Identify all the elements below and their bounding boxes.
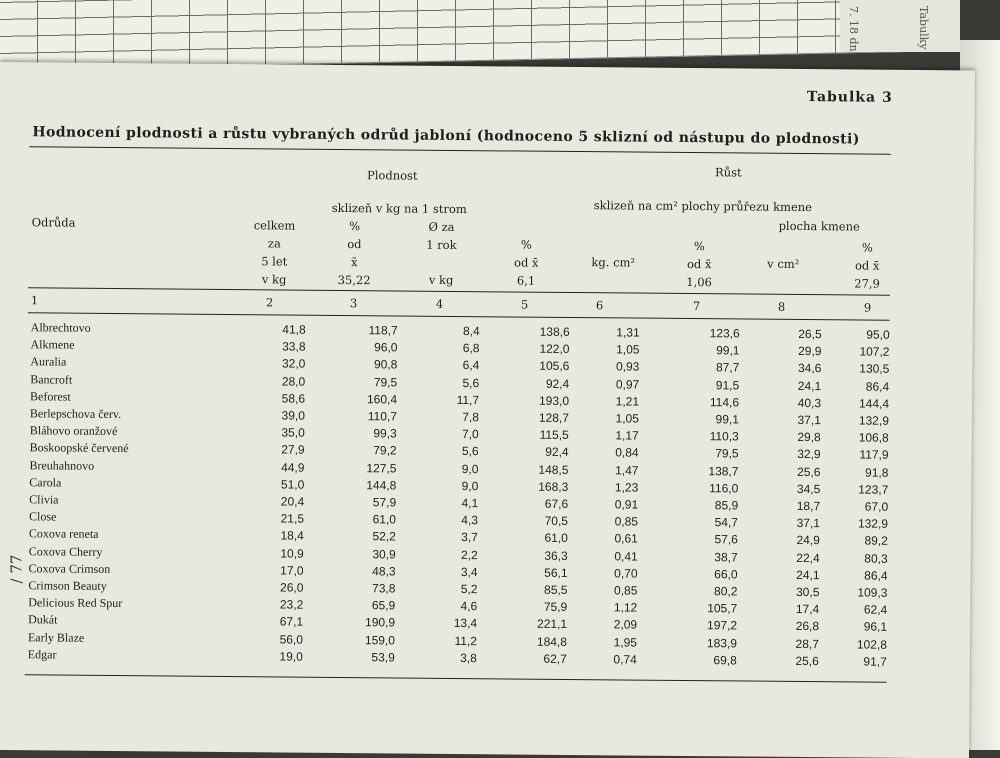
value-cell: 10,9 bbox=[280, 546, 304, 561]
value-cell: 1,95 bbox=[613, 635, 638, 650]
value-cell: 8,4 bbox=[462, 324, 480, 339]
value-cell: 30,9 bbox=[372, 546, 396, 562]
value-cell: 4,6 bbox=[460, 599, 478, 614]
value-cell: 130,5 bbox=[859, 361, 890, 377]
bottom-rule bbox=[25, 674, 887, 683]
value-cell: 25,6 bbox=[797, 464, 821, 479]
variety-name: Albrechtovo bbox=[30, 320, 91, 335]
data-table bbox=[25, 319, 890, 671]
value-cell: 48,3 bbox=[372, 564, 396, 579]
value-cell: 11,7 bbox=[456, 392, 480, 408]
value-cell: 0,61 bbox=[614, 531, 638, 547]
value-cell: 70,5 bbox=[544, 514, 569, 529]
value-cell: 1,12 bbox=[613, 600, 638, 615]
value-cell: 91,7 bbox=[863, 654, 887, 669]
value-cell: 29,9 bbox=[798, 344, 822, 359]
variety-name: Coxova reneta bbox=[28, 526, 99, 542]
value-cell: 34,6 bbox=[797, 361, 822, 376]
header-col3: % od x̄ 35,22 bbox=[337, 219, 371, 288]
value-cell: 24,9 bbox=[796, 533, 820, 548]
table-label: Tabulka 3 bbox=[806, 89, 893, 106]
variety-name: Bancroft bbox=[30, 371, 73, 387]
value-cell: 90,8 bbox=[373, 357, 398, 372]
document-page bbox=[0, 62, 975, 758]
value-cell: 6,4 bbox=[462, 358, 480, 373]
value-cell: 11,2 bbox=[454, 633, 478, 648]
value-cell: 116,0 bbox=[709, 481, 739, 496]
value-cell: 0,74 bbox=[613, 652, 637, 667]
value-cell: 21,5 bbox=[280, 511, 305, 526]
value-cell: 62,4 bbox=[863, 602, 888, 618]
value-cell: 5,6 bbox=[462, 375, 480, 390]
value-cell: 159,0 bbox=[364, 632, 396, 648]
value-cell: 168,3 bbox=[538, 479, 569, 494]
value-cell: 29,8 bbox=[797, 430, 821, 445]
value-cell: 115,5 bbox=[539, 427, 569, 443]
value-cell: 105,6 bbox=[539, 359, 570, 374]
value-cell: 117,9 bbox=[859, 447, 889, 463]
value-cell: 66,0 bbox=[714, 567, 738, 582]
variety-name: Boskoopské červené bbox=[29, 440, 129, 456]
value-cell: 4,1 bbox=[461, 496, 479, 511]
value-cell: 17,0 bbox=[280, 563, 304, 578]
value-cell: 2,2 bbox=[460, 547, 478, 562]
variety-name: Crimson Beauty bbox=[28, 578, 107, 593]
value-cell: 86,4 bbox=[865, 379, 890, 394]
value-cell: 160,4 bbox=[366, 392, 398, 407]
value-cell: 105,7 bbox=[707, 601, 738, 616]
value-cell: 18,7 bbox=[796, 499, 821, 514]
value-cell: 0,97 bbox=[615, 376, 640, 392]
value-cell: 54,7 bbox=[714, 515, 739, 530]
value-cell: 44,9 bbox=[281, 460, 305, 475]
value-cell: 2,09 bbox=[613, 617, 638, 633]
value-cell: 41,8 bbox=[282, 322, 306, 337]
value-cell: 123,6 bbox=[709, 326, 740, 341]
value-cell: 0,93 bbox=[615, 359, 640, 374]
value-cell: 110,7 bbox=[367, 409, 397, 424]
title-rule bbox=[29, 146, 891, 155]
value-cell: 26,5 bbox=[798, 326, 822, 342]
value-cell: 73,8 bbox=[372, 581, 396, 596]
value-cell: 0,70 bbox=[614, 566, 638, 581]
value-cell: 37,1 bbox=[797, 412, 821, 428]
value-cell: 91,8 bbox=[865, 465, 889, 480]
variety-name: Coxova Cherry bbox=[28, 543, 103, 559]
value-cell: 80,3 bbox=[864, 551, 888, 566]
value-cell: 144,8 bbox=[366, 478, 397, 493]
value-cell: 67,6 bbox=[544, 496, 569, 512]
value-cell: 19,0 bbox=[279, 649, 303, 664]
value-cell: 69,8 bbox=[713, 653, 737, 668]
value-cell: 22,4 bbox=[796, 550, 820, 565]
value-cell: 38,7 bbox=[714, 549, 738, 565]
value-cell: 96,1 bbox=[863, 620, 888, 635]
value-cell: 1,21 bbox=[615, 394, 640, 409]
value-cell: 1,23 bbox=[614, 480, 639, 495]
header-rule bbox=[28, 287, 890, 296]
variety-name: Edgar bbox=[27, 647, 57, 662]
header-col4: Ø za 1 rok v kg bbox=[426, 219, 457, 287]
previous-page-text: 7. 18 dn bbox=[847, 6, 860, 52]
value-cell: 7,0 bbox=[462, 427, 479, 442]
value-cell: 56,0 bbox=[279, 632, 304, 647]
variety-name: Early Blaze bbox=[27, 629, 85, 645]
subheader-plocha-kmene: plocha kmene bbox=[778, 218, 860, 234]
value-cell: 23,2 bbox=[279, 597, 304, 612]
value-cell: 1,05 bbox=[616, 342, 640, 357]
value-cell: 138,6 bbox=[539, 324, 570, 339]
header-col7: % od x̄ 1,06 bbox=[686, 239, 712, 290]
value-cell: 193,0 bbox=[538, 393, 570, 408]
value-cell: 62,7 bbox=[543, 651, 567, 666]
value-cell: 65,9 bbox=[371, 598, 396, 613]
value-cell: 27,9 bbox=[281, 442, 305, 458]
variety-name: Dukát bbox=[28, 612, 58, 627]
value-cell: 28,7 bbox=[795, 636, 820, 651]
value-cell: 53,9 bbox=[371, 650, 395, 665]
value-cell: 190,9 bbox=[365, 615, 396, 630]
subheader-sklizen-strom: sklizeň v kg na 1 strom bbox=[331, 200, 467, 217]
value-cell: 30,5 bbox=[795, 585, 820, 600]
variety-name: Breuhahnovo bbox=[29, 457, 95, 473]
value-cell: 1,17 bbox=[615, 428, 639, 443]
value-cell: 37,1 bbox=[796, 516, 821, 531]
variety-name: Delicious Red Spur bbox=[28, 595, 123, 611]
value-cell: 28,0 bbox=[281, 374, 306, 389]
header-col6: kg. cm² bbox=[591, 255, 636, 270]
value-cell: 183,9 bbox=[706, 635, 738, 651]
header-col9: % od x̄ 27,9 bbox=[854, 240, 880, 291]
value-cell: 95,0 bbox=[866, 327, 890, 342]
value-cell: 79,5 bbox=[373, 374, 398, 390]
value-cell: 107,2 bbox=[859, 344, 890, 359]
header-odruda: Odrůda bbox=[31, 215, 76, 230]
value-cell: 85,5 bbox=[543, 582, 568, 598]
variety-name: Alkmene bbox=[30, 337, 75, 352]
margin-page-number: / 77 bbox=[7, 554, 26, 584]
value-cell: 67,0 bbox=[864, 499, 889, 514]
value-cell: 0,84 bbox=[615, 445, 639, 461]
value-cell: 80,2 bbox=[713, 584, 738, 599]
value-cell: 96,0 bbox=[374, 340, 398, 355]
value-cell: 127,5 bbox=[366, 460, 397, 476]
value-cell: 132,9 bbox=[858, 413, 889, 428]
value-cell: 91,5 bbox=[715, 377, 740, 393]
value-cell: 79,2 bbox=[373, 443, 397, 458]
value-cell: 6,8 bbox=[462, 341, 480, 356]
value-cell: 1,47 bbox=[615, 463, 639, 478]
value-cell: 3,8 bbox=[460, 650, 477, 666]
value-cell: 26,0 bbox=[280, 580, 304, 595]
value-cell: 5,6 bbox=[461, 444, 479, 459]
value-cell: 114,6 bbox=[709, 395, 740, 410]
value-cell: 102,8 bbox=[856, 637, 888, 652]
value-cell: 18,4 bbox=[280, 528, 304, 544]
group-header-plodnost: Plodnost bbox=[366, 168, 418, 183]
value-cell: 51,0 bbox=[280, 477, 305, 492]
value-cell: 0,41 bbox=[614, 549, 638, 564]
value-cell: 132,9 bbox=[857, 516, 889, 532]
value-cell: 4,3 bbox=[461, 513, 479, 528]
variety-name: Close bbox=[28, 509, 57, 524]
group-header-rust: Růst bbox=[715, 165, 742, 180]
value-cell: 26,8 bbox=[795, 619, 820, 634]
value-cell: 67,1 bbox=[279, 614, 304, 630]
header-col8: v cm² bbox=[767, 256, 800, 271]
value-cell: 33,8 bbox=[282, 339, 306, 354]
value-cell: 75,9 bbox=[543, 600, 568, 615]
value-cell: 138,7 bbox=[708, 463, 739, 479]
value-cell: 56,1 bbox=[544, 565, 568, 580]
value-cell: 9,0 bbox=[461, 478, 479, 494]
value-cell: 123,7 bbox=[858, 482, 889, 497]
variety-name: Bláhovo oranžové bbox=[29, 423, 118, 439]
value-cell: 118,7 bbox=[368, 323, 398, 338]
value-cell: 17,4 bbox=[795, 602, 820, 617]
variety-name: Beforest bbox=[30, 389, 71, 404]
variety-name: Berlepschova červ. bbox=[29, 406, 122, 422]
value-cell: 0,91 bbox=[614, 497, 639, 512]
value-cell: 61,0 bbox=[372, 512, 397, 527]
value-cell: 3,4 bbox=[460, 564, 478, 580]
value-cell: 34,5 bbox=[796, 481, 821, 497]
value-cell: 0,85 bbox=[614, 514, 639, 529]
value-cell: 1,31 bbox=[616, 325, 640, 340]
value-cell: 197,2 bbox=[707, 618, 738, 633]
value-cell: 221,1 bbox=[537, 617, 568, 632]
variety-name: Clivia bbox=[29, 492, 59, 507]
value-cell: 85,9 bbox=[714, 498, 739, 513]
value-cell: 0,85 bbox=[613, 583, 638, 598]
value-cell: 87,7 bbox=[715, 360, 740, 375]
header-col2: celkem za 5 let v kg bbox=[253, 218, 296, 287]
value-cell: 122,0 bbox=[539, 341, 570, 357]
value-cell: 61,0 bbox=[544, 531, 568, 546]
value-cell: 32,0 bbox=[281, 356, 306, 372]
value-cell: 128,7 bbox=[538, 410, 569, 425]
previous-page-grid bbox=[0, 0, 960, 71]
value-cell: 57,9 bbox=[372, 495, 397, 510]
value-cell: 32,9 bbox=[797, 447, 821, 462]
value-cell: 5,2 bbox=[460, 582, 478, 597]
value-cell: 184,8 bbox=[536, 634, 568, 649]
value-cell: 13,4 bbox=[453, 616, 478, 631]
value-cell: 52,2 bbox=[372, 529, 396, 544]
value-cell: 109,3 bbox=[857, 585, 888, 600]
value-cell: 86,4 bbox=[864, 568, 888, 583]
value-cell: 9,0 bbox=[461, 461, 479, 476]
value-cell: 20,4 bbox=[280, 494, 305, 509]
table-title: Hodnocení plodnosti a růstu vybraných odrůd jabloní (hodnoceno 5 sklizní od nástupu do plodnosti) bbox=[32, 124, 860, 148]
value-cell: 99,1 bbox=[715, 412, 739, 427]
subheader-sklizen-plocha: sklizeň na cm² plochy průřezu kmene bbox=[593, 198, 813, 215]
value-cell: 89,2 bbox=[864, 534, 888, 549]
value-cell: 58,6 bbox=[281, 391, 306, 406]
value-cell: 40,3 bbox=[797, 395, 822, 410]
previous-page-text: Tabulky bbox=[917, 6, 930, 50]
value-cell: 110,3 bbox=[709, 429, 739, 444]
value-cell: 144,4 bbox=[858, 396, 890, 411]
value-cell: 106,8 bbox=[858, 430, 889, 445]
value-cell: 36,3 bbox=[544, 548, 568, 563]
column-number-row: 1 2 3 4 5 6 7 8 9 bbox=[30, 293, 872, 315]
value-cell: 7,8 bbox=[462, 410, 479, 425]
value-cell: 39,0 bbox=[281, 408, 305, 423]
value-cell: 35,0 bbox=[281, 425, 305, 440]
previous-page-edge bbox=[840, 0, 960, 52]
value-cell: 99,3 bbox=[373, 426, 397, 441]
value-cell: 99,1 bbox=[716, 343, 740, 358]
value-cell: 57,6 bbox=[714, 532, 738, 547]
value-cell: 79,5 bbox=[715, 446, 739, 461]
variety-name: Coxova Crimson bbox=[28, 561, 111, 576]
variety-name: Carola bbox=[29, 475, 62, 490]
value-cell: 148,5 bbox=[538, 462, 569, 477]
variety-name: Auralia bbox=[30, 354, 67, 369]
value-cell: 92,4 bbox=[545, 445, 569, 460]
header-col5: % od x̄ 6,1 bbox=[513, 237, 539, 288]
value-cell: 92,4 bbox=[545, 376, 570, 391]
value-cell: 25,6 bbox=[795, 653, 819, 669]
value-cell: 24,1 bbox=[796, 567, 820, 583]
value-cell: 3,7 bbox=[461, 530, 478, 545]
value-cell: 24,1 bbox=[797, 378, 822, 393]
value-cell: 1,05 bbox=[615, 411, 639, 426]
